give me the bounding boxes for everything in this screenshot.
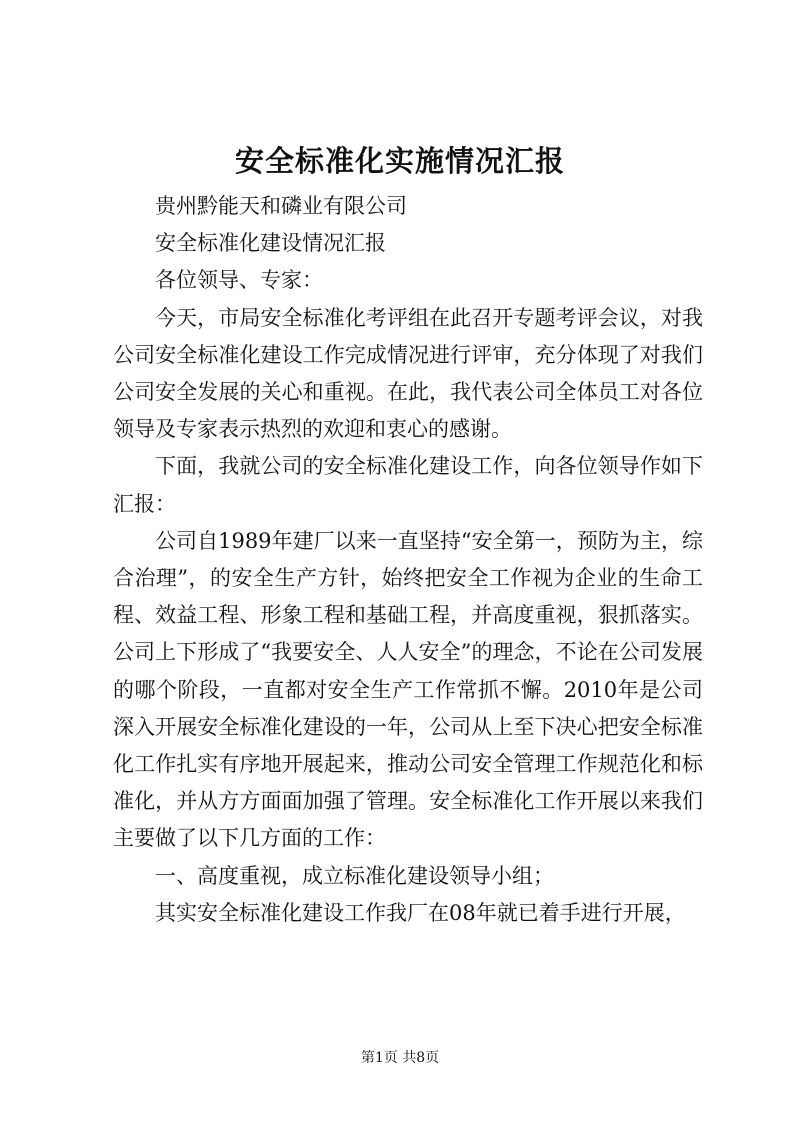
body-paragraph: 其实安全标准化建设工作我厂在08年就已着手进行开展， <box>155 900 686 925</box>
section-heading: 一、高度重视，成立标准化建设领导小组； <box>155 863 554 888</box>
document-body <box>113 188 703 932</box>
body-paragraph: 今天，市局安全标准化考评组在此召开专题考评会议，对我公司安全标准化建设工作完成情况进行评审，充分体现了对我们公司安全发展的关心和重视。在此，我代表公司全体员工对各位领导及专家表示热烈的欢迎和衷心的感谢。 <box>113 305 703 442</box>
body-paragraph: 下面，我就公司的安全标准化建设工作，向各位领导作如下汇报： <box>113 454 703 516</box>
salutation-line: 各位领导、专家： <box>155 268 323 293</box>
report-subtitle-line: 安全标准化建设情况汇报 <box>155 231 386 256</box>
document-title: 安全标准化实施情况汇报 <box>234 144 565 178</box>
page-footer: 第1页 共8页 <box>360 1050 440 1066</box>
body-paragraph: 公司自1989年建厂以来一直坚持“安全第一，预防为主，综合治理”，的安全生产方针，始终把安全工作视为企业的生命工程、效益工程、形象工程和基础工程，并高度重视，狠抓落实。公司上下形成了“我要安全、人人安全”的理念，不论在公司发展的哪个阶段，一直都对安全生产工作常抓不懈。2010年是公司深入开展安全标准化建设的一年，公司从上至下决心把安全标准化工作扎实有序地开展起来，推动公司安全管理工作规范化和标准化，并从方方面面加强了管理。安全标准化工作开展以来我们主要做了以下几方面的工作： <box>113 528 703 851</box>
company-name-line: 贵州黔能天和磷业有限公司 <box>155 194 407 218</box>
